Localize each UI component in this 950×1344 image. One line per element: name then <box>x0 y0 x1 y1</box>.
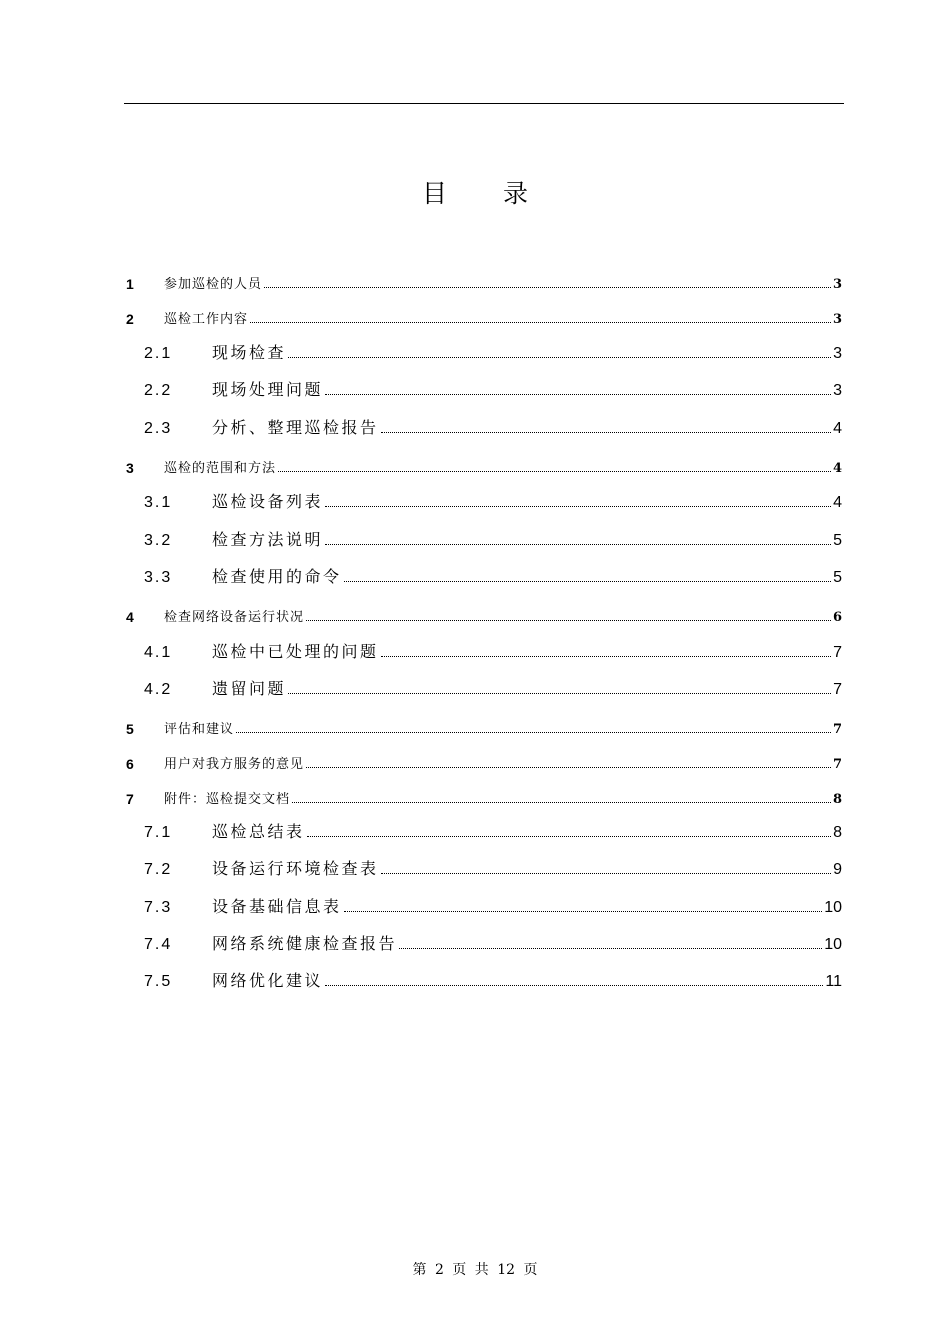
toc-entry-number: 4.2 <box>144 681 173 698</box>
toc-entry-title: 巡检的范围和方法 <box>164 461 277 476</box>
toc-entry[interactable] <box>124 528 842 550</box>
toc-entry-title: 检查网络设备运行状况 <box>164 610 305 625</box>
toc-entry-page: 3 <box>832 277 842 292</box>
toc-leader-dots <box>325 544 831 545</box>
toc-entry[interactable] <box>124 895 842 917</box>
toc-entry-page: 7 <box>833 644 842 661</box>
toc-entry[interactable] <box>124 969 842 991</box>
toc-entry-title: 网络系统健康检查报告 <box>212 934 398 953</box>
toc-entry-number: 2.2 <box>144 382 173 399</box>
toc-leader-dots <box>381 656 832 657</box>
toc-entry-page: 7 <box>832 757 842 772</box>
toc-leader-dots <box>292 802 831 803</box>
toc-entry-title: 评估和建议 <box>164 722 235 737</box>
toc-leader-dots <box>250 322 831 323</box>
toc-entry-title: 现场处理问题 <box>212 380 324 399</box>
toc-entry-number: 7.1 <box>144 824 173 841</box>
toc-entry[interactable] <box>124 416 842 438</box>
toc-entry-number: 7.3 <box>144 899 173 916</box>
toc-entry-page: 9 <box>833 861 842 878</box>
toc-entry-title: 设备基础信息表 <box>212 897 342 916</box>
toc-entry[interactable] <box>124 307 842 327</box>
toc-entry-page: 6 <box>832 610 842 625</box>
toc-leader-dots <box>306 767 831 768</box>
toc-entry-page: 7 <box>833 681 842 698</box>
toc-leader-dots <box>325 394 831 395</box>
toc-entry[interactable] <box>124 456 842 476</box>
toc-leader-dots <box>264 287 831 288</box>
toc-leader-dots <box>307 836 832 837</box>
toc-entry-page: 8 <box>833 824 842 841</box>
toc-leader-dots <box>344 581 832 582</box>
toc-entry-page: 4 <box>832 461 842 476</box>
toc-entry-title: 巡检设备列表 <box>212 492 324 511</box>
toc-entry-title: 检查方法说明 <box>212 530 324 549</box>
toc-entry[interactable] <box>124 677 842 699</box>
toc-entry-number: 1 <box>126 276 134 292</box>
toc-entry[interactable] <box>124 565 842 587</box>
toc-entry-title: 巡检中已处理的问题 <box>212 642 379 661</box>
toc-entry[interactable] <box>124 787 842 807</box>
toc-entry-page: 4 <box>833 420 842 437</box>
toc-entry[interactable] <box>124 857 842 879</box>
toc-entry-number: 7.4 <box>144 936 173 953</box>
toc-entry[interactable] <box>124 378 842 400</box>
toc-entry[interactable] <box>124 640 842 662</box>
toc-entry-number: 3.1 <box>144 494 173 511</box>
toc-entry-number: 3.3 <box>144 569 173 586</box>
toc-leader-dots <box>325 985 823 986</box>
toc-entry-page: 7 <box>832 722 842 737</box>
toc-leader-dots <box>325 506 831 507</box>
toc-entry-title: 巡检工作内容 <box>164 312 249 327</box>
toc-entry-page: 3 <box>833 345 842 362</box>
toc-entry-title: 分析、整理巡检报告 <box>212 418 379 437</box>
toc-entry-page: 5 <box>833 569 842 586</box>
toc-leader-dots <box>381 873 832 874</box>
toc-entry-page: 3 <box>832 312 842 327</box>
toc-entry-number: 2 <box>126 311 134 327</box>
toc-entry-number: 2.3 <box>144 420 173 437</box>
toc-leader-dots <box>381 432 832 433</box>
toc-entry-number: 4.1 <box>144 644 173 661</box>
toc-entry-title: 用户对我方服务的意见 <box>164 757 305 772</box>
toc-entry[interactable] <box>124 341 842 363</box>
toc-entry-title: 巡检总结表 <box>212 822 305 841</box>
toc-entry-title: 现场检查 <box>212 343 287 362</box>
toc-entry-title: 检查使用的命令 <box>212 567 342 586</box>
toc-entry-page: 10 <box>824 899 842 916</box>
toc-entry-title: 设备运行环境检查表 <box>212 859 379 878</box>
toc-entry[interactable] <box>124 272 842 292</box>
toc-entry[interactable] <box>124 490 842 512</box>
toc-leader-dots <box>399 948 822 949</box>
toc-leader-dots <box>278 471 831 472</box>
toc-entry-number: 3.2 <box>144 532 173 549</box>
toc-leader-dots <box>288 693 831 694</box>
toc-entry-title: 参加巡检的人员 <box>164 277 263 292</box>
toc-entry-number: 4 <box>126 609 134 625</box>
toc-entry-page: 5 <box>833 532 842 549</box>
toc-entry[interactable] <box>124 605 842 625</box>
header-rule <box>124 103 844 104</box>
toc-entry-number: 3 <box>126 460 134 476</box>
page-title: 目 录 <box>422 179 552 208</box>
toc-entry-number: 7 <box>126 791 134 807</box>
toc-entry-number: 5 <box>126 721 134 737</box>
toc-entry-page: 8 <box>832 792 842 807</box>
toc-entry[interactable] <box>124 820 842 842</box>
toc-leader-dots <box>288 357 831 358</box>
toc-entry-number: 7.5 <box>144 973 173 990</box>
toc-entry-title: 附件：巡检提交文档 <box>164 792 291 807</box>
toc-entry-page: 3 <box>833 382 842 399</box>
toc-entry-title: 遗留问题 <box>212 679 287 698</box>
toc-leader-dots <box>344 911 823 912</box>
toc-leader-dots <box>236 732 831 733</box>
toc-entry-number: 2.1 <box>144 345 173 362</box>
toc-entry[interactable] <box>124 932 842 954</box>
toc-entry-page: 11 <box>825 973 842 990</box>
toc-entry-page: 4 <box>833 494 842 511</box>
page-footer: 第 2 页 共 12 页 <box>412 1262 538 1278</box>
toc-entry[interactable] <box>124 717 842 737</box>
toc-entry-number: 6 <box>126 756 134 772</box>
toc-entry-number: 7.2 <box>144 861 173 878</box>
toc-entry-page: 10 <box>824 936 842 953</box>
toc-entry-title: 网络优化建议 <box>212 971 324 990</box>
toc-entry[interactable] <box>124 752 842 772</box>
toc-leader-dots <box>306 620 831 621</box>
